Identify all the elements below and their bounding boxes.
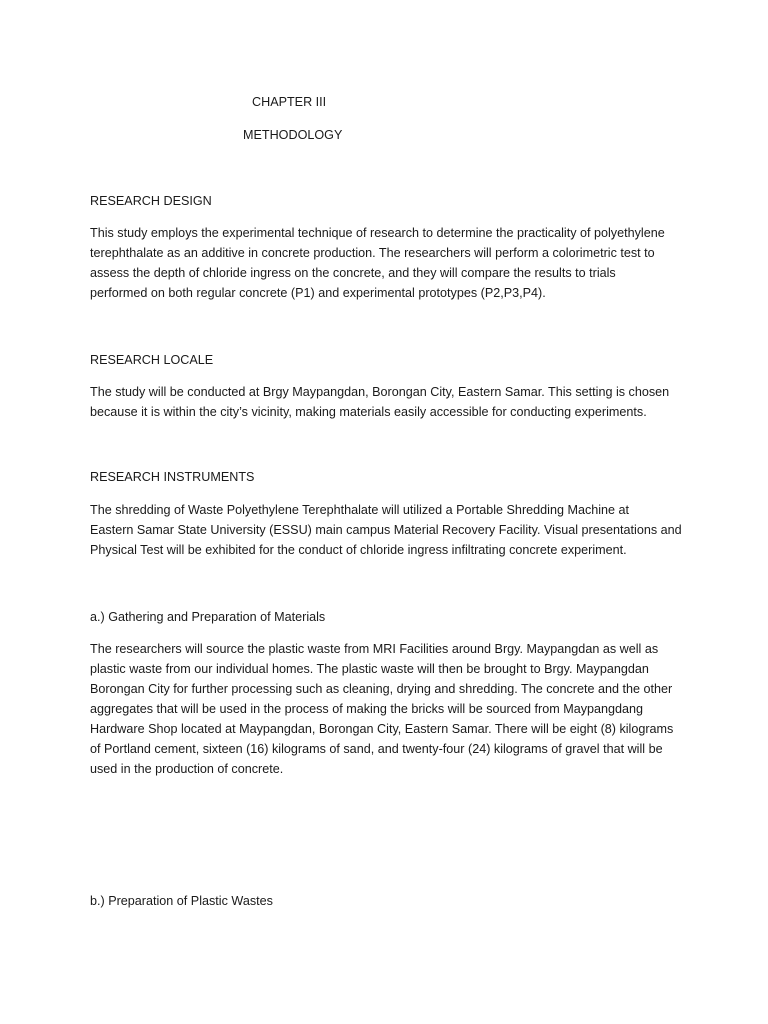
research-instruments-heading: RESEARCH INSTRUMENTS	[90, 470, 255, 484]
chapter-title: METHODOLOGY	[243, 128, 343, 142]
paragraph-line: This study employs the experimental technique of research to determine the practicality of polyethylene	[90, 226, 665, 240]
paragraph-line: aggregates that will be used in the process of making the bricks will be sourced from Maypangdang	[90, 702, 644, 716]
research-design-paragraph	[90, 223, 690, 303]
paragraph-line: of Portland cement, sixteen (16) kilograms of sand, and twenty-four (24) kilograms of gravel that will be	[90, 742, 663, 756]
paragraph-line: plastic waste from our individual homes. The plastic waste will then be brought to Brgy. Maypangdan	[90, 662, 649, 676]
paragraph-line: Physical Test will be exhibited for the conduct of chloride ingress infiltrating concrete experiment.	[90, 543, 627, 557]
paragraph-line: used in the production of concrete.	[90, 762, 284, 776]
paragraph-line: because it is within the city’s vicinity, making materials easily accessible for conducting experiments.	[90, 405, 647, 419]
paragraph-line: terephthalate as an additive in concrete production. The researchers will perform a colorimetric test to	[90, 246, 655, 260]
research-design-heading: RESEARCH DESIGN	[90, 194, 212, 208]
gathering-materials-paragraph	[90, 639, 690, 779]
paragraph-line: performed on both regular concrete (P1) and experimental prototypes (P2,P3,P4).	[90, 286, 546, 300]
gathering-materials-heading: a.) Gathering and Preparation of Materials	[90, 610, 326, 624]
paragraph-line: Eastern Samar State University (ESSU) main campus Material Recovery Facility. Visual presentations and	[90, 523, 682, 537]
paragraph-line: Hardware Shop located at Maypangdan, Borongan City, Eastern Samar. There will be eight (8) kilograms	[90, 722, 674, 736]
paragraph-line: The study will be conducted at Brgy Maypangdan, Borongan City, Eastern Samar. This setting is chosen	[90, 385, 670, 399]
plastic-wastes-heading: b.) Preparation of Plastic Wastes	[90, 894, 273, 908]
research-locale-paragraph	[90, 382, 690, 422]
paragraph-line: The researchers will source the plastic waste from MRI Facilities around Brgy. Maypangdan as well as	[90, 642, 659, 656]
paragraph-line: Borongan City for further processing such as cleaning, drying and shredding. The concrete and the other	[90, 682, 673, 696]
research-instruments-paragraph	[90, 500, 690, 560]
chapter-label: CHAPTER III	[252, 95, 327, 109]
research-locale-heading: RESEARCH LOCALE	[90, 353, 214, 367]
paragraph-line: The shredding of Waste Polyethylene Terephthalate will utilized a Portable Shredding Machine at	[90, 503, 630, 517]
paragraph-line: assess the depth of chloride ingress on the concrete, and they will compare the results to trials	[90, 266, 616, 280]
